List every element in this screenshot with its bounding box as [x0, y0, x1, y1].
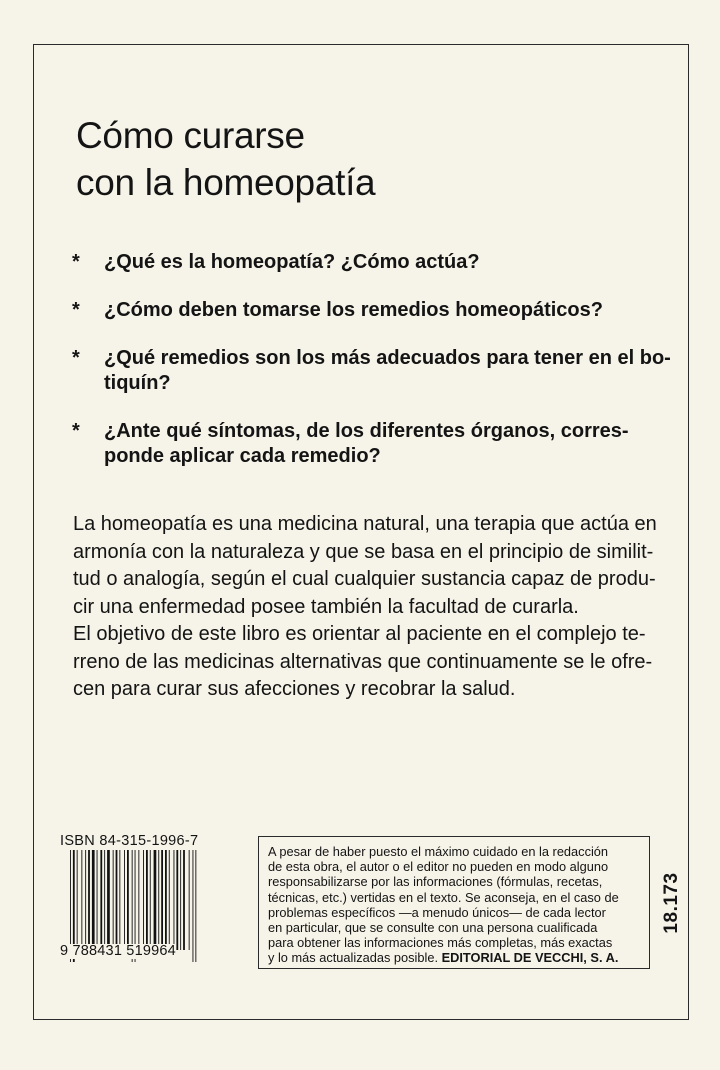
- body-line: rreno de las medicinas alternativas que continuamente se le ofre-: [73, 650, 653, 673]
- title-line: con la homeopatía: [76, 162, 376, 203]
- body-line: armonía con la naturaleza y que se basa en el principio de similit-: [73, 540, 654, 563]
- question-text: tiquín?: [104, 372, 171, 394]
- question-item: [72, 250, 654, 275]
- disclaimer-line: responsabilizarse por las informaciones (fórmulas, recetas,: [268, 874, 603, 890]
- body-line: La homeopatía es una medicina natural, una terapia que actúa en: [73, 513, 657, 535]
- question-text: ponde aplicar cada remedio?: [104, 445, 381, 467]
- body-line: cen para curar sus afecciones y recobrar la salud.: [73, 678, 516, 700]
- question-text: ¿Qué es la homeopatía? ¿Cómo actúa?: [104, 251, 480, 273]
- question-item: [72, 346, 671, 396]
- description-paragraph: [73, 511, 657, 704]
- title-line: Cómo curarse: [76, 115, 305, 156]
- question-text: ¿Qué remedios son los más adecuados para tener en el bo-: [104, 347, 671, 369]
- question-text: ¿Cómo deben tomarse los remedios homeopáticos?: [104, 299, 603, 321]
- asterisk-icon: *: [72, 420, 80, 442]
- asterisk-icon: *: [72, 347, 80, 369]
- disclaimer-box: [258, 836, 650, 969]
- body-line: tud o analogía, según el cual cualquier sustancia capaz de produ-: [73, 568, 656, 590]
- book-title: [76, 112, 375, 206]
- disclaimer-line: para obtener las informaciones más completas, más exactas: [268, 935, 613, 951]
- isbn-block: [60, 834, 232, 962]
- asterisk-icon: *: [72, 299, 80, 321]
- disclaimer-line: A pesar de haber puesto el máximo cuidado en la redacción: [268, 844, 609, 859]
- question-text: ¿Ante qué síntomas, de los diferentes órganos, corres-: [104, 420, 629, 442]
- barcode-number: 9 788431 519964: [60, 943, 176, 959]
- disclaimer-last-line: [268, 950, 641, 965]
- body-line: cir una enfermedad posee también la facultad de curarla.: [73, 595, 579, 618]
- disclaimer-line: en particular, que se consulte con una persona cualificada: [268, 920, 598, 936]
- question-item: [72, 419, 654, 469]
- disclaimer-line: problemas específicos —a menudo únicos— de cada lector: [268, 904, 606, 920]
- isbn-label: ISBN 84-315-1996-7: [60, 833, 199, 849]
- body-line: El objetivo de este libro es orientar al paciente en el complejo te-: [73, 623, 646, 645]
- catalog-number: 18.173: [661, 872, 682, 934]
- question-list: [72, 250, 671, 492]
- publisher-name: EDITORIAL DE VECCHI, S. A.: [441, 950, 619, 966]
- asterisk-icon: *: [72, 251, 80, 273]
- question-item: [72, 298, 654, 323]
- disclaimer-closing: y lo más actualizadas posible.: [268, 950, 439, 966]
- disclaimer-line: técnicas, etc.) vertidas en el texto. Se aconseja, en el caso de: [268, 889, 619, 905]
- disclaimer-line: de esta obra, el autor o el editor no pueden en modo alguno: [268, 859, 609, 875]
